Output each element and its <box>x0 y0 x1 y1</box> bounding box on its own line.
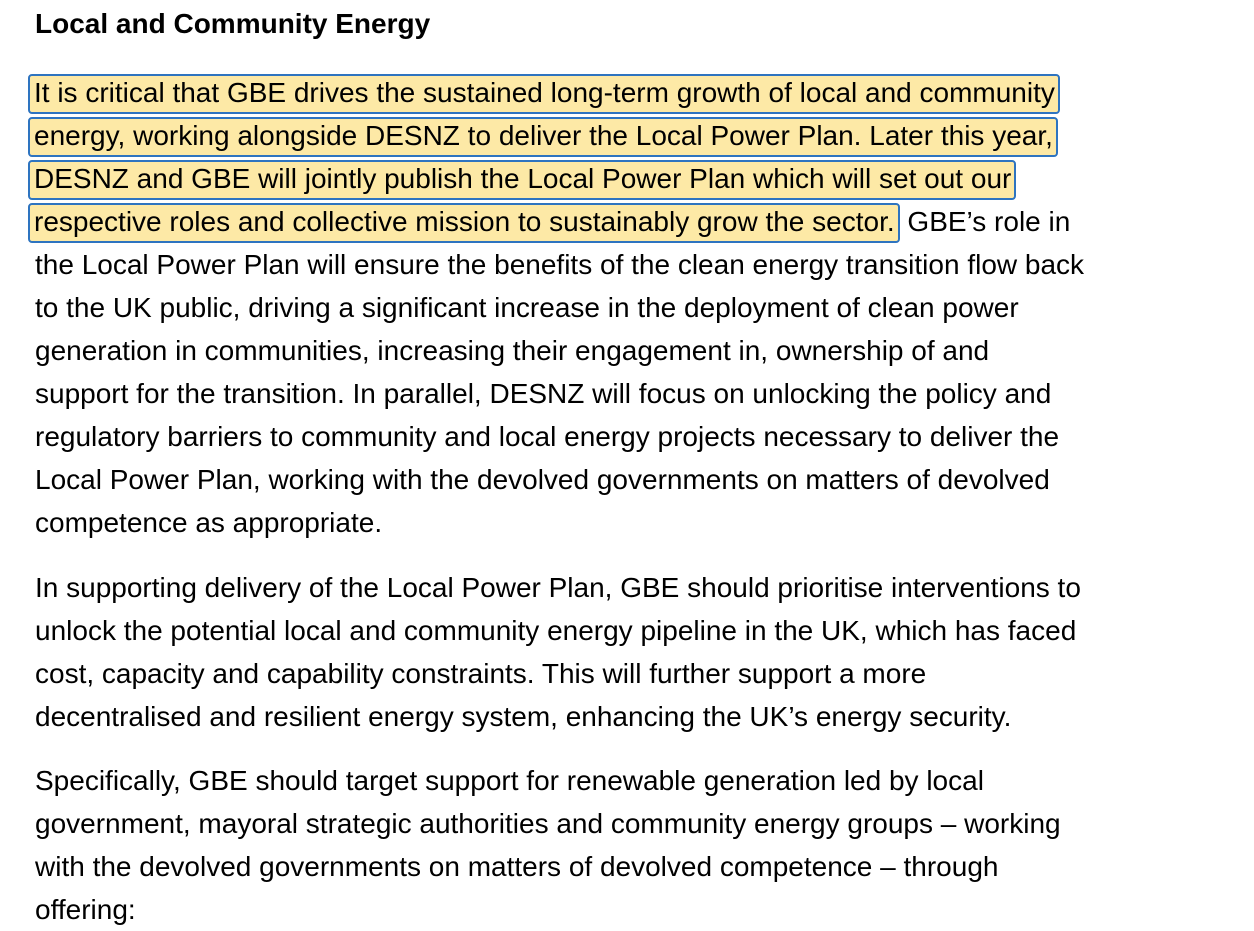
paragraph-line: generation in communities, increasing their engagement in, ownership of and <box>35 335 990 366</box>
paragraph-line: In supporting delivery of the Local Power Plan, GBE should prioritise interventions to <box>35 572 1081 603</box>
document-page <box>35 0 1250 931</box>
paragraph-line: with the devolved governments on matters of devolved competence – through <box>35 851 999 882</box>
paragraph-line <box>35 71 1250 114</box>
paragraph-2 <box>35 566 1250 738</box>
highlighted-text[interactable]: DESNZ and GBE will jointly publish the Local Power Plan which will set out our <box>28 160 1016 200</box>
paragraph-line: government, mayoral strategic authorities and community energy groups – working <box>35 808 1061 839</box>
highlighted-text[interactable]: energy, working alongside DESNZ to deliver the Local Power Plan. Later this year, <box>28 117 1058 157</box>
paragraph-line: the Local Power Plan will ensure the benefits of the clean energy transition flow back <box>35 249 1085 280</box>
paragraph-line <box>35 157 1250 200</box>
paragraph-line: cost, capacity and capability constraints. This will further support a more <box>35 658 927 689</box>
paragraph-line: decentralised and resilient energy system, enhancing the UK’s energy security. <box>35 701 1012 732</box>
plain-text: GBE’s role in <box>899 206 1071 237</box>
paragraph-line: unlock the potential local and community energy pipeline in the UK, which has faced <box>35 615 1077 646</box>
highlighted-text[interactable]: respective roles and collective mission to sustainably grow the sector. <box>28 203 900 243</box>
paragraph-line: offering: <box>35 894 136 925</box>
section-heading: Local and Community Energy <box>35 8 431 39</box>
paragraph-line: to the UK public, driving a significant increase in the deployment of clean power <box>35 292 1019 323</box>
paragraph-line <box>35 114 1250 157</box>
paragraph-line: regulatory barriers to community and local energy projects necessary to deliver the <box>35 421 1060 452</box>
paragraph-1 <box>35 71 1250 544</box>
paragraph-line: Specifically, GBE should target support for renewable generation led by local <box>35 765 984 796</box>
highlighted-text[interactable]: It is critical that GBE drives the sustained long-term growth of local and community <box>28 74 1060 114</box>
paragraph-3 <box>35 759 1250 931</box>
paragraph-line <box>35 200 1250 243</box>
paragraph-line: Local Power Plan, working with the devolved governments on matters of devolved <box>35 464 1050 495</box>
paragraph-line: support for the transition. In parallel, DESNZ will focus on unlocking the policy and <box>35 378 1052 409</box>
paragraph-line: competence as appropriate. <box>35 507 383 538</box>
